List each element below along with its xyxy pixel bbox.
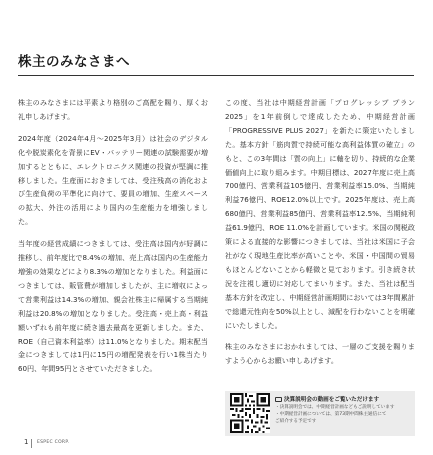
right-column xyxy=(225,96,415,368)
business-overview-paragraph: 2024年度（2024年4月～2025年3月）は社会のデジタル化や脱炭素化を背景にEV・バッテリー関連の試験需要が増加するとともに、エレクトロニクス関連の投資が堅調に推移しました。生産面におきましては、受注残高の消化および生産負荷の平準化に向けて、要員の増加、生産スペースの拡大、外注の活用により国内の生産能力を増強しました。 xyxy=(18,133,208,227)
pc-icon xyxy=(275,397,282,402)
briefing-video-box xyxy=(225,391,415,436)
video-note-line: ・決算説明会では、中期経営計画などもご説明しています xyxy=(275,405,395,410)
page-number: 1 xyxy=(24,438,29,446)
video-note-line: ・中期経営計画については、第73期中間株主通信にて xyxy=(275,412,387,417)
closing-paragraph: 株主のみなさまにおかれましては、一層のご支援を賜りますよう心からお願い申しあげます。 xyxy=(225,342,415,366)
corp-name: ESPEC CORP. xyxy=(37,440,70,445)
title-divider xyxy=(18,75,414,76)
video-heading: 決算説明会の動画をご覧いただけます xyxy=(275,395,379,403)
qr-code-icon[interactable] xyxy=(230,393,270,433)
video-notes xyxy=(275,404,411,425)
footer-divider xyxy=(31,439,32,448)
greeting-paragraph: 株主のみなさまには平素より格別のご高配を賜り、厚くお礼申しあげます。 xyxy=(18,98,208,121)
results-paragraph: 当年度の経営成績につきましては、受注高は国内が好調に推移し、前年度比で8.4%の増加、売上高は国内の生産能力増強の効果などにより8.3%の増加となりました。利益面につきましては、販管費が増加しましたが、主に増収によって営業利益は14.3%の増加、親会社株主に帰属する当期純利益は20.8%の増加となりました。受注高・売上高・利益額いずれも前年度に続き過去最高を更新しました。また、ROE（自己資本利益率）は11.0%となりました。期末配当金につきましては1円に15円の増配発表を行い1株当たり60円、年間95円とさせていただきました。 xyxy=(18,239,208,374)
video-note-line: ご紹介する予定です xyxy=(275,419,317,424)
page-title: 株主のみなさまへ xyxy=(18,54,130,70)
left-column xyxy=(18,96,208,376)
mid-term-plan-paragraph: この度、当社は中期経営計画「プログレッシブ プラン2025」を1年前倒しで達成したため、中期経営計画「PROGRESSIVE PLUS 2027」を新たに策定いたしました。基本方針「筋肉質で持続可能な高利益体質の確立」のもと、この3年間は「質の向上」に軸を切り、持続的な企業価値向上に取り組みます。中期目標は、2027年度に売上高700億円、営業利益105億円、営業利益率15.0%、当期純利益76億円、ROE12.0%以上です。2025年度は、売上高680億円、営業利益85億円、営業利益率12.5%、当期純利益61.9億円、ROE 11.0%を計画しています。米国の関税政策による直接的な影響につきましては、当社は米国に子会社がなく現地生産比率が高いことや、米国・中国間の貿易もほとんどないことから軽微と見ております。引き続き状況を注視し適切に対応してまいります。また、当社は配当基本方針を改定し、中期経営計画期間においては3年間累計で総還元性向を50%以上とし、減配を行わないことを明確にいたしました。 xyxy=(225,98,415,330)
